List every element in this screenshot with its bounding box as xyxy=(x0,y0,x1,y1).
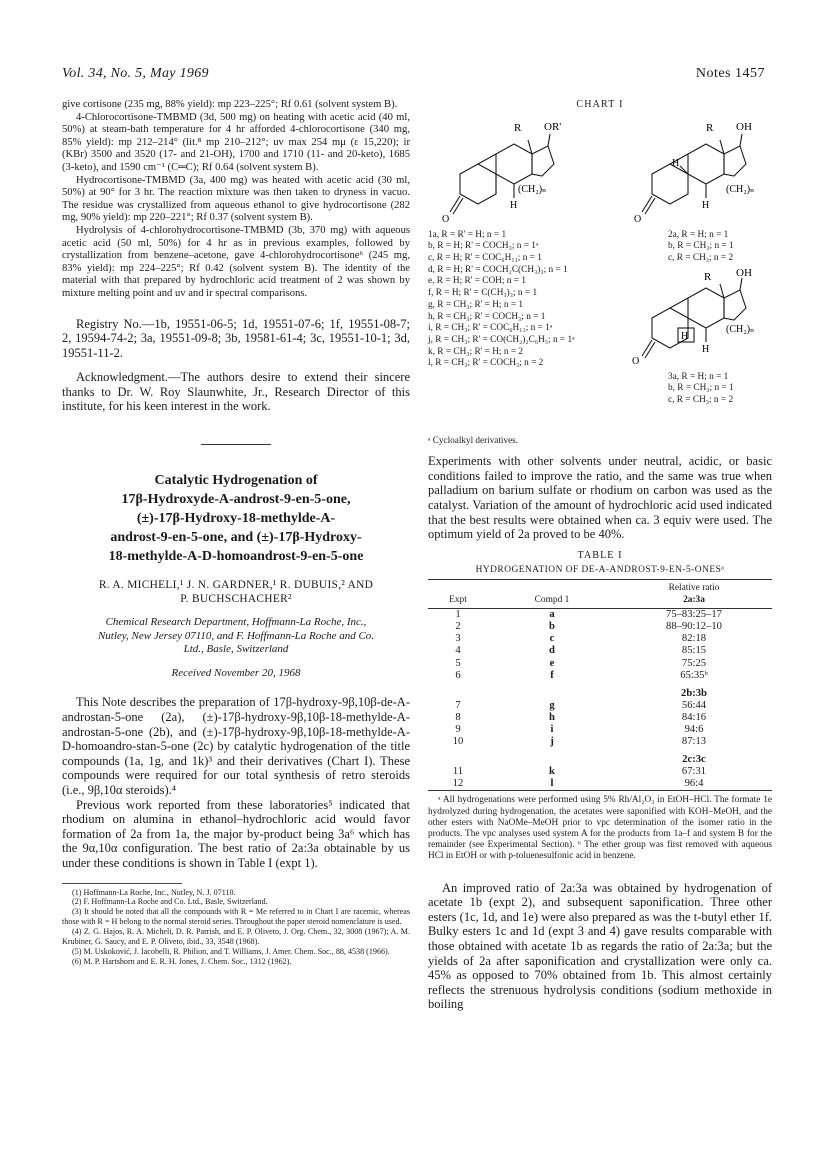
table-row: 8 h 84:16 xyxy=(455,711,707,723)
footnote: (2) F. Hoffmann-La Roche and Co. Ltd., Basle, Switzerland. xyxy=(72,897,268,907)
table-row: 10 j 87:13 xyxy=(452,736,707,748)
compound-entry: i, R = CH₃; R' = COC₆H₁₁; n = 1ᵃ xyxy=(428,323,553,334)
s3-h1-label: H xyxy=(681,330,689,342)
title-line: (±)-17β-Hydroxy-18-methylde-A- xyxy=(136,511,336,527)
journal-issue: Vol. 34, No. 5, May 1969 xyxy=(62,66,209,81)
paragraph: Experiments with other solvents under neutral, acidic, or basic conditions failed to improve the ratio, and the same was true when palladium on barium sulfate or rhodium on carbon was used as the catalyst. Variation of the amount of hydrochloric acid used indicated that the best results were obtained when ca. 3 equiv were used. The optimum yield of 2a proved to be 40%. xyxy=(428,454,772,542)
compound-entry: c, R = CH₃; n = 2 xyxy=(668,395,734,405)
title-line: 18-methylde-A-D-homoandrost-9-en-5-one xyxy=(108,549,364,565)
compound-list-2 xyxy=(668,230,734,265)
table-row: 1 a 75–83:25–17 xyxy=(455,609,722,621)
authors-line: P. BUCHSCHACHER² xyxy=(180,593,292,606)
s3-r-label: R xyxy=(704,270,712,283)
structure-2-drawing xyxy=(628,116,768,226)
title-line: 17β-Hydroxyde-A-androst-9-en-5-one, xyxy=(121,492,351,508)
column-header-ratio: Relative ratio xyxy=(668,582,720,593)
chart-caption: CHART I xyxy=(576,99,624,110)
s2-oh-label: OH xyxy=(736,120,752,133)
s1-r-label: R xyxy=(514,121,522,134)
compound-list-3 xyxy=(668,372,734,407)
paragraph: Hydrocortisone-TMBMD (3a, 400 mg) was heated with acetic acid (30 ml, 50%) at 90° for 3 hr. The reaction mixture was then taken to dryness in vacuo. The residue was crystallized from aqueous ethanol to give hydrocortisone (282 mg, 90% yield): mp 220–221°; Rf 0.37 (solvent system B). xyxy=(62,174,410,224)
title-line: Catalytic Hydrogenation of xyxy=(154,473,318,489)
footnote: (4) Z. G. Hajos, R. A. Micheli, D. R. Parrish, and E. P. Oliveto, J. Org. Chem., 32, 3008 (1967); A. M. Krubiner, G. Saucy, and E. P. Oliveto, ibid., 33, 3548 (1968). xyxy=(62,927,410,947)
paragraph: give cortisone (235 mg, 88% yield): mp 223–225°; Rf 0.61 (solvent system B). xyxy=(62,99,398,110)
structure-1-drawing xyxy=(432,116,562,226)
table-row: 5 e 75:25 xyxy=(455,657,707,669)
footnote: (5) M. Uskoković, J. Iacobelli, R. Philion, and T. Williams, J. Amer. Chem. Soc., 88, 4538 (1966). xyxy=(72,947,390,956)
s2-ch2-label: (CH₂)ₙ xyxy=(726,183,755,195)
compound-entry: e, R = H; R' = COH; n = 1 xyxy=(428,276,526,287)
table-footnote: ᵃ All hydrogenations were performed using 5% Rh/Al₂O₃ in EtOH–HCl. The formate 1e hydrolyzed during hydrogenation, the acetates were saponified with KOH–MeOH, and the other esters with NaOMe–MeOH prior to vpc determination of the isomer ratio in the products. The vpc analyses used system A for the products from 1a–f and system B for the remainder (see Experimental Section). ᵇ The ether group was first removed with aqueous HCl in EtOH or with p-toluenesulfonic acid in benzene. xyxy=(428,795,772,862)
table-caption: TABLE I xyxy=(577,549,623,561)
table-title: HYDROGENATION OF DE-A-ANDROST-9-EN-5-ONESᵃ xyxy=(475,565,725,576)
compound-entry: c, R = H; R' = COC₆H₁₁; n = 1 xyxy=(428,253,542,263)
left-column xyxy=(62,99,410,967)
table-subheader: 2b:3b xyxy=(681,687,707,699)
title-line: androst-9-en-5-one, and (±)-17β-Hydroxy- xyxy=(110,530,362,546)
compound-entry: j, R = CH₃; R' = CO(CH₂)₂C₆H₅; n = 1ᵃ xyxy=(428,334,575,345)
column-header-expt: Expt xyxy=(428,594,488,609)
authors xyxy=(62,578,410,606)
table-row: 7 g 56:44 xyxy=(455,699,707,711)
affiliation-line: Nutley, New Jersey 07110, and F. Hoffmann-La Roche and Co. xyxy=(97,629,375,642)
s1-o-label: O xyxy=(442,213,450,225)
table-row: 3 c 82:18 xyxy=(455,633,707,645)
acknowledgment: Acknowledgment.—The authors desire to extend their sincere thanks to Dr. W. Roy Slaunwhite, Jr., Research Director of this institute, for his keen interest in the work. xyxy=(62,370,410,414)
s3-oh-label: OH xyxy=(736,267,752,279)
footnotes xyxy=(62,888,410,967)
received-date: Received November 20, 1968 xyxy=(171,666,301,679)
compound-entry: f, R = H; R' = C(CH₃)₃; n = 1 xyxy=(428,288,538,299)
compound-entry: b, R = CH₃; n = 1 xyxy=(668,383,734,394)
table-row: 4 d 85:15 xyxy=(455,645,707,657)
s1-h-label: H xyxy=(510,199,518,211)
compound-entry: g, R = CH₃; R' = H; n = 1 xyxy=(428,299,524,310)
registry-numbers: Registry No.—1b, 19551-06-5; 1d, 19551-07-6; 1f, 19551-08-7; 2, 19594-74-2; 3a, 19551-09-8; 3b, 19581-61-4; 3c, 19551-10-1; 3d, 19551-11-2. xyxy=(62,316,410,360)
paragraph: 4-Chlorocortisone-TMBMD (3d, 500 mg) on heating with acetic acid (40 ml, 50%) at steam-bath temperature for 4 hr afforded 4-chlorocortisone (340 mg, 85% yield): mp 212–214° (lit.⁸ mp 210–212°; uv max 254 mμ (ε 15,220); ir (KBr) 3500 and 3520 (17- and 21-OH), 1700 and 1710 (11- and 20-keto), 1685 (3-keto), and 1590 cm⁻¹ (C═C); Rf 0.64 (solvent system B). xyxy=(62,111,410,173)
compound-entry: k, R = CH₃; R' = H; n = 2 xyxy=(428,346,524,357)
table-footnotes xyxy=(428,795,772,862)
affiliation-line: Ltd., Basle, Switzerland xyxy=(183,643,289,656)
chart-structures xyxy=(428,116,772,428)
s3-h2-label: H xyxy=(702,343,710,355)
paragraph: Previous work reported from these laboratories⁵ indicated that rhodium on alumina in ethanol–hydrochloric acid would favor formation of 2a from 1a, the major by-product being 3a⁶ which has the 9α,10α configuration. The best ratio of 2a:3a obtainable by us under these conditions is shown in Table I (expt 1). xyxy=(62,797,410,870)
section-page-number: Notes 1457 xyxy=(695,66,765,81)
chart-footnote: ᵃ Cycloalkyl derivatives. xyxy=(428,434,519,445)
table-row: 9 i 94:6 xyxy=(455,723,704,735)
footnote-divider xyxy=(62,883,182,884)
compound-entry: c, R = CH₃; n = 2 xyxy=(668,253,734,263)
table-row: 2 b 88–90:12–10 xyxy=(455,621,722,633)
compound-entry: b, R = CH₃; n = 1 xyxy=(668,241,734,252)
footnote: (1) Hoffmann-La Roche, Inc., Nutley, N. J. 07110. xyxy=(72,887,236,897)
right-column xyxy=(428,99,772,1012)
compound-entry: l, R = CH₃; R' = COCH₃; n = 2 xyxy=(428,358,544,369)
section-divider xyxy=(201,444,271,445)
structure-3-drawing xyxy=(628,268,768,368)
s2-h2-label: H xyxy=(702,199,710,211)
paragraph: This Note describes the preparation of 17β-hydroxy-9β,10β-de-A-androstan-5-one (2a), (±)-17β-hydroxy-9β,10β-18-methylde-A-androstan-5-one (2b), and (±)-17β-hydroxy-9β,10β-18-methylde-A-D-homoandro-stan-5-one (2c) by catalytic hydrogenation of the title compounds (1a, 1g, and 1k)³ and their derivatives (Chart I). These compounds were required for our total synthesis of retro steroids (i.e., 9β,10α steroids).⁴ xyxy=(62,695,410,797)
s3-o-label: O xyxy=(632,355,640,367)
article-title xyxy=(62,471,410,566)
paragraph: An improved ratio of 2a:3a was obtained by hydrogenation of acetate 1b (expt 2), and subsequent saponification. Three other esters (1c, 1d, and 1e) were also prepared as was the t-butyl ether 1f. Bulky esters 1c and 1d (expt 3 and 4) gave results comparable with those obtained with acetate 1b as regards the ratio of 2a:3a; but the yields of 2a after saponification and crystallization were only ca. 45% as opposed to 70% obtained from 1b. This almost certainly reflects the strenuous hydrolysis conditions (sodium methoxide in boiling xyxy=(428,880,772,1012)
footnote: (3) It should be noted that all the compounds with R = Me referred to in Chart I are racemic, whereas those with R = H belong to the normal steroid series. Throughout the paper steroid nomenclature is used. xyxy=(62,907,410,927)
s1-or-label: OR' xyxy=(544,120,562,133)
compound-list-1 xyxy=(428,230,575,370)
table-subheader: 2c:3c xyxy=(682,754,706,766)
s2-o-label: O xyxy=(634,213,642,225)
compound-entry: d, R = H; R' = COCH₂C(CH₃)₃; n = 1 xyxy=(428,264,568,275)
footnote: (6) M. P. Hartshorn and E. R. H. Jones, J. Chem. Soc., 1312 (1962). xyxy=(72,956,292,966)
s2-r-label: R xyxy=(706,121,714,134)
column-header-compd: Compd 1 xyxy=(488,594,616,609)
table-row: 12 l 96:4 xyxy=(428,778,772,791)
authors-line: R. A. MICHELI,¹ J. N. GARDNER,¹ R. DUBUIS,² AND xyxy=(98,579,374,592)
column-header-ratio-sub: 2a:3a xyxy=(616,594,772,609)
s1-ch2-label: (CH₂)ₙ xyxy=(518,183,547,195)
compound-entry: h, R = CH₃; R' = COCH₃; n = 1 xyxy=(428,311,546,322)
affiliation xyxy=(62,616,410,657)
compound-entry: 1a, R = R' = H; n = 1 xyxy=(428,229,507,240)
s2-h1-label: H xyxy=(672,157,680,169)
s3-ch2-label: (CH₂)ₙ xyxy=(726,323,755,335)
compound-entry: b, R = H; R' = COCH₃; n = 1ᵃ xyxy=(428,241,539,252)
hydrogenation-table xyxy=(428,579,772,792)
table-row: 6 f 65:35ᵇ xyxy=(455,669,708,681)
paragraph: Hydrolysis of 4-chlorohydrocortisone-TMBMD (3b, 370 mg) with aqueous acetic acid (50 ml, 50%) for 4 hr as in previous examples, followed by crystallization from benzene–acetone, gave 4-chlorohydrocortisone⁶ (245 mg, 83% yield): mp 224–225°; Rf 0.42 (solvent system B). The identity of the material with that prepared by hydrochloric acid treatment of 2 was shown by mixture melting point and uv and ir spectral comparisons. xyxy=(62,224,410,299)
affiliation-line: Chemical Research Department, Hoffmann-La Roche, Inc., xyxy=(105,616,367,629)
compound-entry: 2a, R = H; n = 1 xyxy=(668,229,729,240)
table-row: 11 k 67:31 xyxy=(452,766,707,778)
compound-entry: 3a, R = H; n = 1 xyxy=(668,371,729,382)
